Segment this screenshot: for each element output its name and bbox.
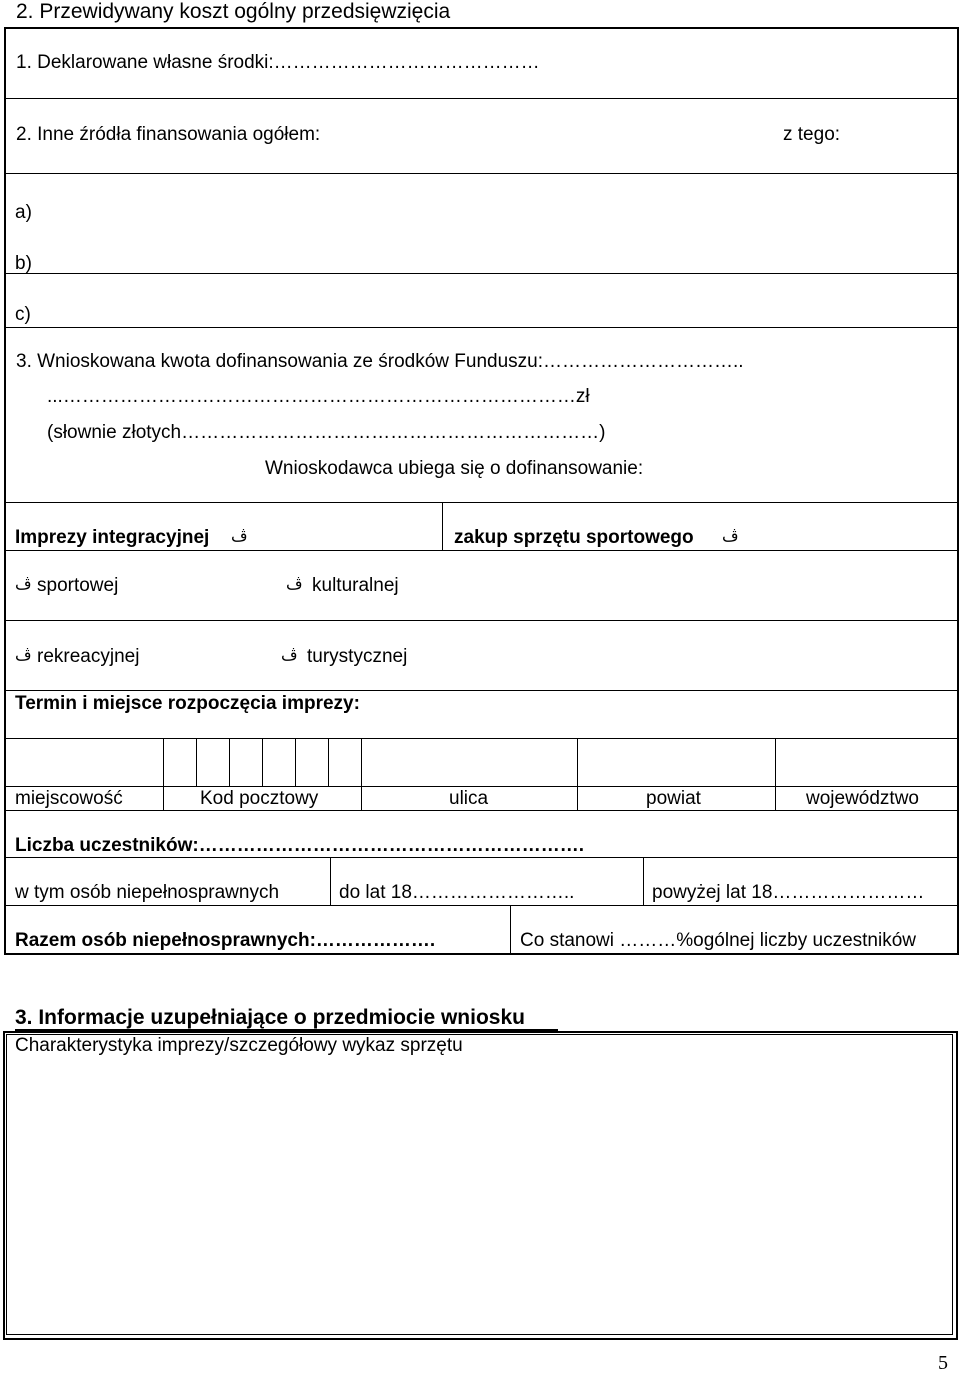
- amount-line[interactable]: ...………………………………………………………………………zł: [47, 386, 590, 407]
- cultural-checkbox-icon[interactable]: ڤ: [286, 574, 303, 593]
- cultural-option-label: kulturalnej: [312, 575, 399, 596]
- recreational-option-label: rekreacyjnej: [37, 646, 140, 667]
- section-3-title: 3. Informacje uzupełniające o przedmiocie wniosku: [15, 1006, 525, 1029]
- other-sources-label: 2. Inne źródła finansowania ogółem:: [16, 124, 321, 145]
- address-header-town: miejscowość: [15, 788, 123, 809]
- sport-checkbox-icon[interactable]: ڤ: [15, 574, 32, 593]
- over-18-line[interactable]: powyżej lat 18……………………: [652, 882, 925, 903]
- share-line[interactable]: Co stanowi ………%ogólnej liczby uczestników: [520, 930, 916, 951]
- section-3-subtitle: Charakterystyka imprezy/szczegółowy wykaz sprzętu: [15, 1035, 463, 1056]
- item-c[interactable]: c): [15, 304, 31, 325]
- item-a[interactable]: a): [15, 202, 32, 223]
- event-checkbox-icon[interactable]: ڤ: [231, 526, 248, 545]
- own-funds-line[interactable]: 1. Deklarowane własne środki:……………………………………: [16, 52, 540, 73]
- recreational-checkbox-icon[interactable]: ڤ: [15, 645, 32, 664]
- equipment-label: zakup sprzętu sportowego: [454, 527, 694, 548]
- requested-amount-label[interactable]: 3. Wnioskowana kwota dofinansowania ze środków Funduszu:…………………………..: [16, 351, 744, 372]
- address-header-street: ulica: [449, 788, 489, 809]
- tourist-option-label: turystycznej: [307, 646, 408, 667]
- of-which-label: z tego:: [783, 124, 841, 145]
- amount-in-words-line[interactable]: (słownie złotych…………………………………………………………): [47, 422, 606, 443]
- address-header-province: województwo: [806, 788, 919, 809]
- page-number: 5: [938, 1352, 948, 1374]
- under-18-line[interactable]: do lat 18……………………..: [339, 882, 575, 903]
- address-header-county: powiat: [646, 788, 701, 809]
- item-b[interactable]: b): [15, 253, 32, 274]
- tourist-checkbox-icon[interactable]: ڤ: [281, 645, 298, 664]
- equipment-checkbox-icon[interactable]: ڤ: [722, 526, 739, 545]
- event-label: Imprezy integracyjnej: [15, 527, 210, 548]
- sport-option-label: sportowej: [37, 575, 119, 596]
- applicant-line: Wnioskodawca ubiega się o dofinansowanie:: [265, 458, 644, 479]
- address-header-postcode: Kod pocztowy: [200, 788, 319, 809]
- disabled-label: w tym osób niepełnosprawnych: [15, 882, 280, 903]
- section-2-title: 2. Przewidywany koszt ogólny przedsięwzięcia: [16, 0, 451, 23]
- total-disabled-line[interactable]: Razem osób niepełnosprawnych:……………….: [15, 930, 436, 951]
- description-textarea-inner-border: [6, 1034, 953, 1335]
- date-place-label: Termin i miejsce rozpoczęcia imprezy:: [15, 693, 360, 714]
- participants-line[interactable]: Liczba uczestników:…………………………………………………….: [15, 835, 584, 856]
